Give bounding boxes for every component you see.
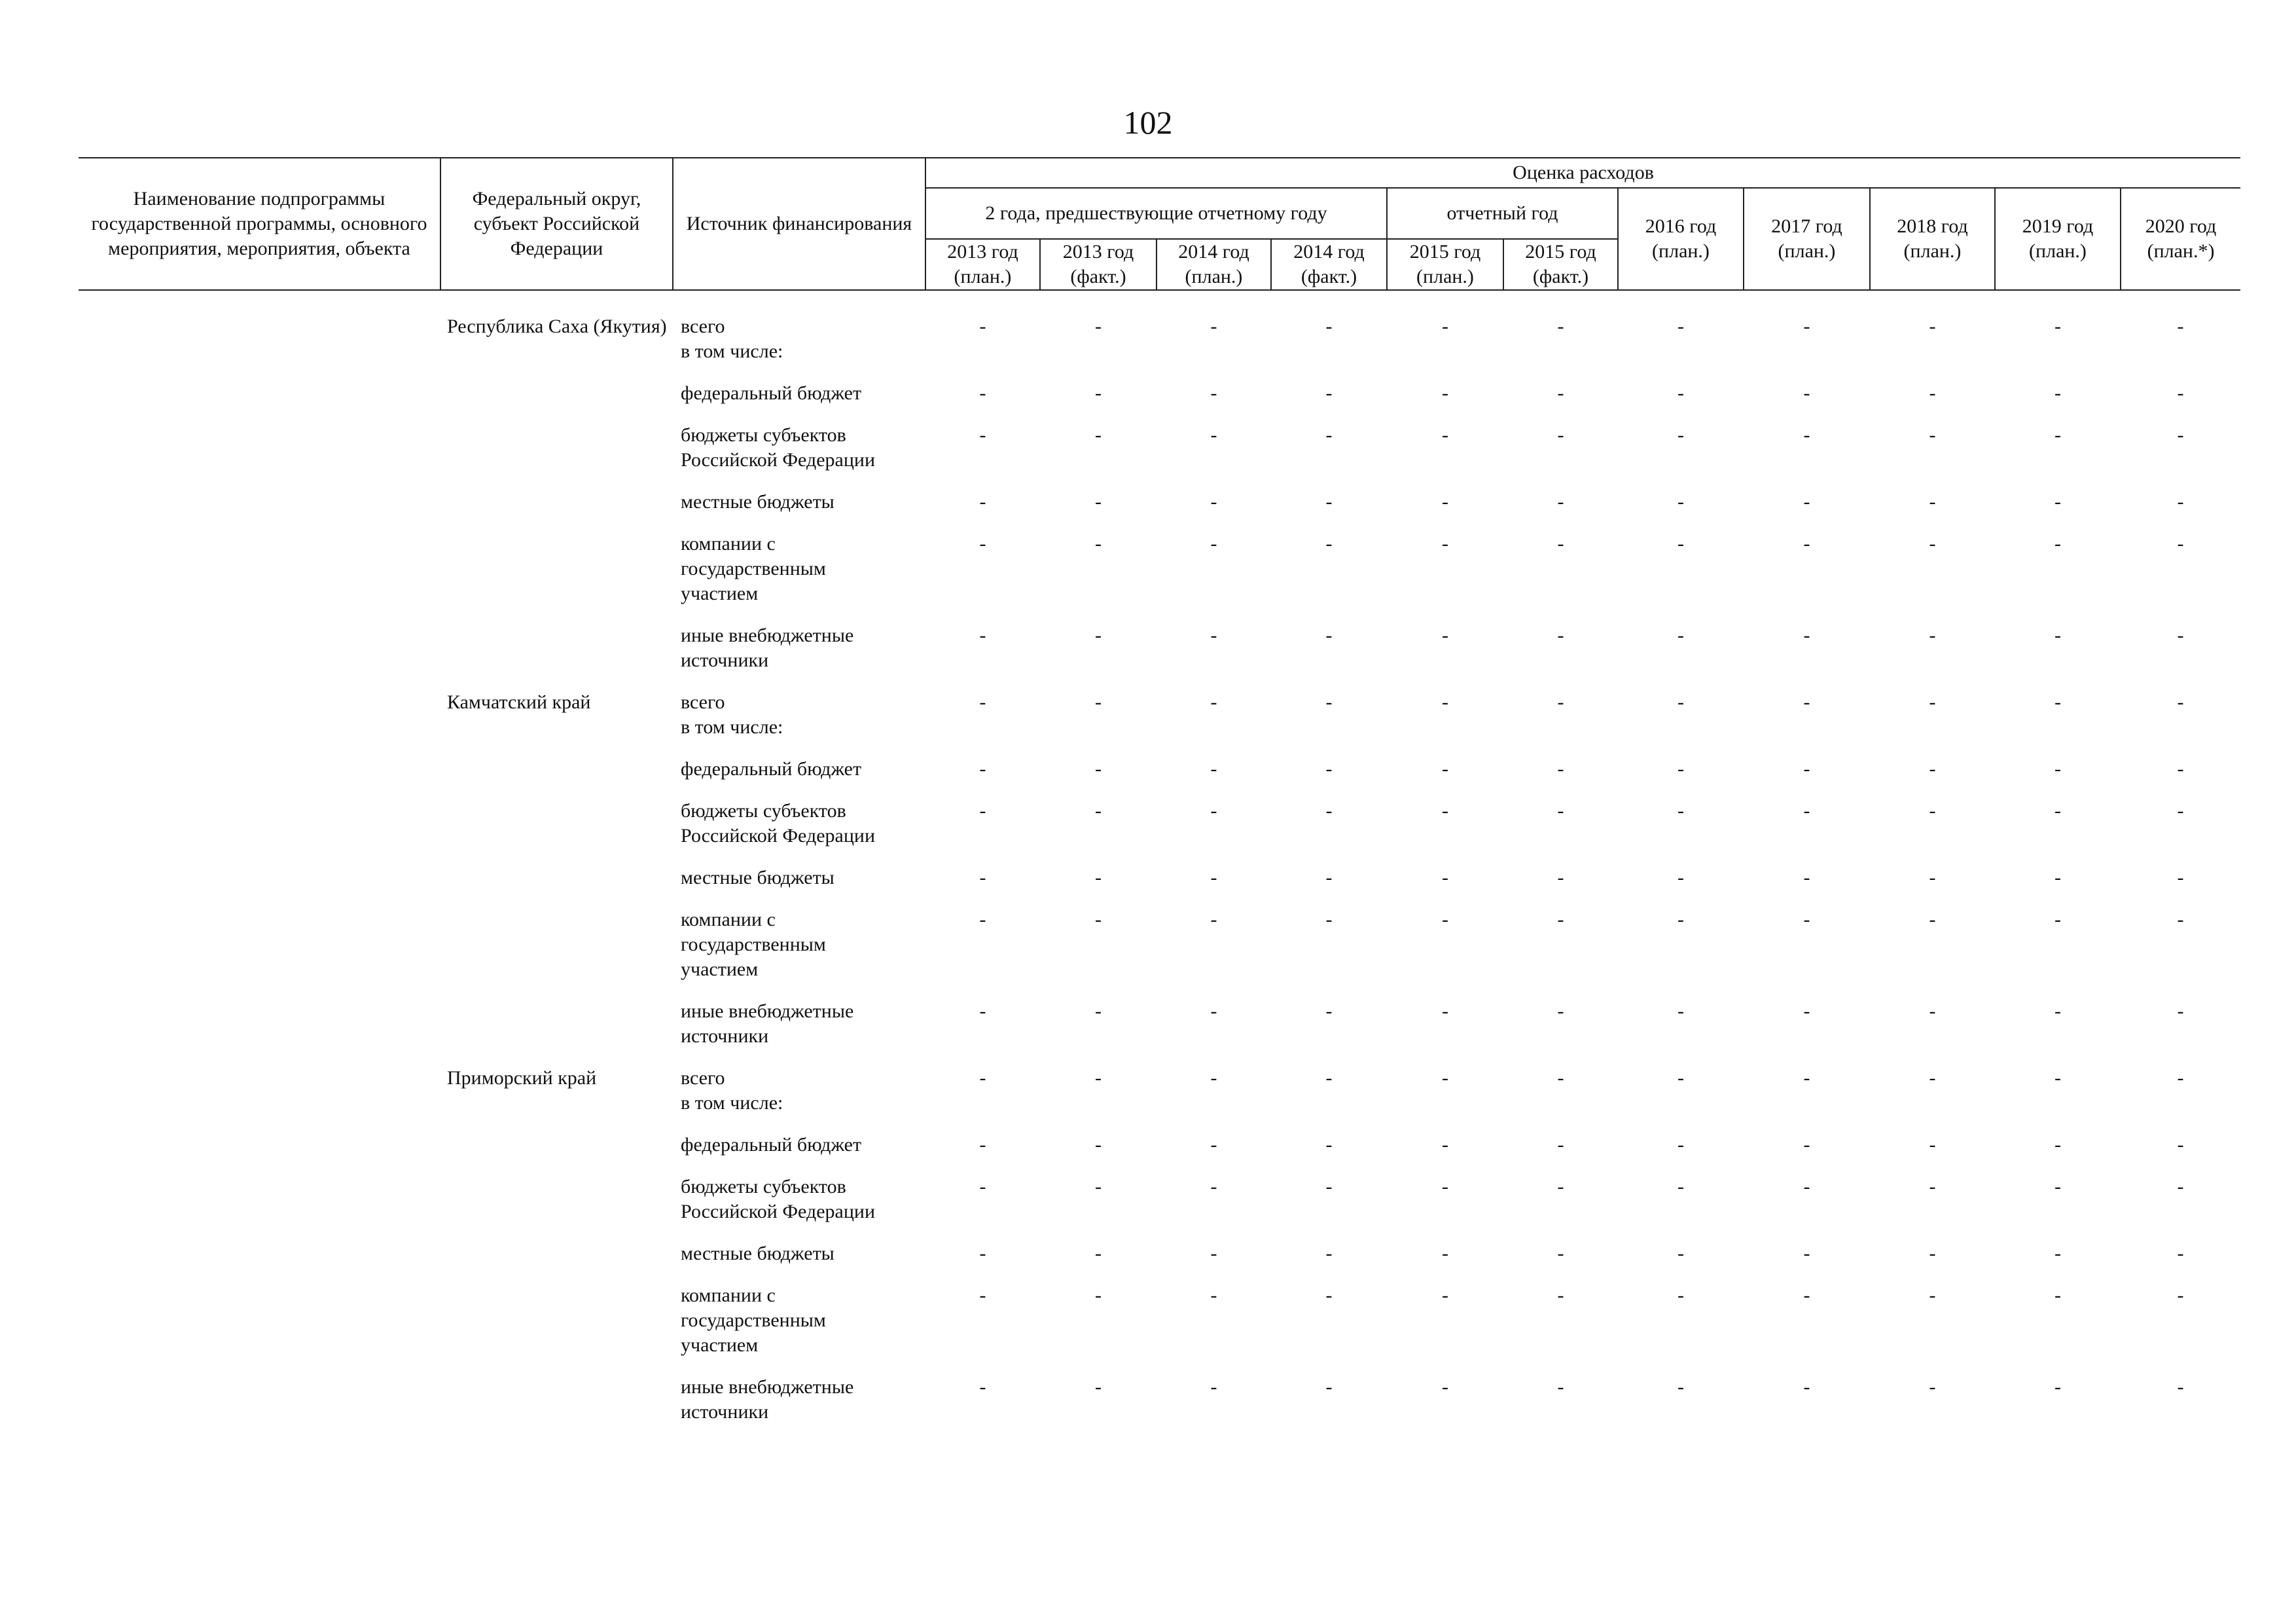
program-name-cell (79, 381, 440, 423)
table-row (79, 1283, 2240, 1375)
region-cell (440, 490, 673, 532)
value-cell: - (1325, 424, 1333, 446)
header-year-2020: 2020 год (план.*) (2121, 188, 2240, 290)
value-cell: - (2054, 1176, 2061, 1197)
table-row (79, 532, 2240, 623)
header-2015-plan: 2015 год (план.) (1387, 239, 1503, 290)
funding-source-cell: федеральный бюджет (681, 1134, 862, 1156)
value-cell: - (1210, 758, 1217, 780)
region-cell: Республика Саха (Якутия) (447, 316, 667, 337)
value-cell: - (1929, 1176, 1936, 1197)
value-cell: - (1442, 491, 1448, 513)
value-cell: - (1929, 1243, 1936, 1264)
value-cell: - (1803, 424, 1810, 446)
value-cell: - (1210, 1067, 1217, 1089)
value-cell: - (1803, 758, 1810, 780)
value-cell: - (979, 533, 986, 555)
value-cell: - (1803, 1067, 1810, 1089)
table-row (79, 623, 2240, 690)
value-cell: - (1929, 867, 1936, 888)
value-cell: - (2177, 758, 2184, 780)
value-cell: - (1210, 800, 1217, 822)
value-cell: - (1442, 625, 1448, 646)
header-source: Источник финансирования (673, 158, 925, 290)
value-cell: - (1210, 424, 1217, 446)
funding-source-cell: местные бюджеты (681, 491, 834, 513)
value-cell: - (1677, 625, 1684, 646)
value-cell: - (1210, 1000, 1217, 1022)
value-cell: - (1557, 424, 1564, 446)
value-cell: - (979, 1000, 986, 1022)
value-cell: - (1557, 1285, 1564, 1306)
value-cell: - (1803, 1285, 1810, 1306)
value-cell: - (1325, 316, 1333, 337)
value-cell: - (1442, 1376, 1448, 1398)
value-cell: - (979, 758, 986, 780)
value-cell: - (1677, 800, 1684, 822)
value-cell: - (1677, 1000, 1684, 1022)
value-cell: - (1929, 316, 1936, 337)
value-cell: - (1095, 491, 1102, 513)
header-2013-plan: 2013 год (план.) (925, 239, 1040, 290)
value-cell: - (1442, 1000, 1448, 1022)
value-cell: - (1095, 867, 1102, 888)
value-cell: - (2054, 491, 2061, 513)
value-cell: - (979, 491, 986, 513)
program-name-cell (79, 423, 440, 490)
program-name-cell (79, 999, 440, 1066)
value-cell: - (1442, 382, 1448, 404)
value-cell: - (1557, 1134, 1564, 1156)
value-cell: - (1442, 1243, 1448, 1264)
value-cell: - (1557, 316, 1564, 337)
value-cell: - (1929, 758, 1936, 780)
value-cell: - (1325, 1285, 1333, 1306)
funding-source-cell: компании с государственным участием (681, 533, 826, 604)
value-cell: - (1325, 909, 1333, 930)
value-cell: - (1095, 758, 1102, 780)
value-cell: - (1803, 491, 1810, 513)
header-2014-plan: 2014 год (план.) (1157, 239, 1271, 290)
program-name-cell (79, 1175, 440, 1241)
value-cell: - (1442, 1134, 1448, 1156)
value-cell: - (1095, 1176, 1102, 1197)
value-cell: - (1929, 1067, 1936, 1089)
value-cell: - (1210, 691, 1217, 713)
value-cell: - (1442, 316, 1448, 337)
funding-source-cell: федеральный бюджет (681, 382, 862, 404)
value-cell: - (1210, 382, 1217, 404)
table-row (79, 757, 2240, 799)
value-cell: - (1803, 316, 1810, 337)
program-name-cell (79, 907, 440, 999)
table-row (79, 1133, 2240, 1175)
value-cell: - (2177, 867, 2184, 888)
value-cell: - (2054, 1134, 2061, 1156)
table-row (79, 1066, 2240, 1133)
value-cell: - (1803, 1176, 1810, 1197)
program-name-cell (79, 314, 440, 381)
table-row (79, 690, 2240, 757)
value-cell: - (1803, 909, 1810, 930)
funding-source-cell: компании с государственным участием (681, 909, 826, 980)
value-cell: - (1095, 1000, 1102, 1022)
value-cell: - (1325, 1000, 1333, 1022)
value-cell: - (2177, 1067, 2184, 1089)
value-cell: - (979, 625, 986, 646)
value-cell: - (1442, 691, 1448, 713)
value-cell: - (1325, 758, 1333, 780)
program-name-cell (79, 1133, 440, 1175)
value-cell: - (1557, 1067, 1564, 1089)
value-cell: - (979, 800, 986, 822)
value-cell: - (1210, 491, 1217, 513)
value-cell: - (1442, 1176, 1448, 1197)
value-cell: - (1210, 1243, 1217, 1264)
value-cell: - (1677, 491, 1684, 513)
region-cell (440, 999, 673, 1066)
funding-source-cell: бюджеты субъектов Российской Федерации (681, 1176, 876, 1222)
value-cell: - (1677, 867, 1684, 888)
value-cell: - (1095, 691, 1102, 713)
program-name-cell (79, 799, 440, 866)
header-region: Федеральный округ, субъект Российской Федерации (440, 158, 673, 290)
value-cell: - (1677, 533, 1684, 555)
value-cell: - (1677, 1285, 1684, 1306)
value-cell: - (1325, 691, 1333, 713)
program-name-cell (79, 490, 440, 532)
value-cell: - (2177, 491, 2184, 513)
value-cell: - (1210, 316, 1217, 337)
value-cell: - (1442, 758, 1448, 780)
value-cell: - (1325, 1176, 1333, 1197)
value-cell: - (1095, 625, 1102, 646)
header-prev-years: 2 года, предшествующие отчетному году (925, 188, 1387, 239)
value-cell: - (2177, 316, 2184, 337)
value-cell: - (1929, 909, 1936, 930)
value-cell: - (979, 316, 986, 337)
value-cell: - (1803, 533, 1810, 555)
table-header (79, 158, 2240, 290)
value-cell: - (1557, 533, 1564, 555)
region-cell (440, 1375, 673, 1442)
value-cell: - (2054, 1067, 2061, 1089)
region-cell (440, 799, 673, 866)
table-row (79, 423, 2240, 490)
value-cell: - (2054, 691, 2061, 713)
value-cell: - (1803, 1376, 1810, 1398)
value-cell: - (1677, 1067, 1684, 1089)
value-cell: - (1677, 691, 1684, 713)
header-year-2016: 2016 год (план.) (1618, 188, 1744, 290)
budget-table (79, 157, 2240, 1442)
value-cell: - (1325, 491, 1333, 513)
value-cell: - (1557, 1000, 1564, 1022)
value-cell: - (979, 691, 986, 713)
region-cell (440, 1241, 673, 1283)
value-cell: - (2177, 1243, 2184, 1264)
value-cell: - (979, 1176, 986, 1197)
value-cell: - (1442, 533, 1448, 555)
value-cell: - (2177, 909, 2184, 930)
value-cell: - (1929, 800, 1936, 822)
value-cell: - (2054, 758, 2061, 780)
value-cell: - (1442, 424, 1448, 446)
table-row (79, 1175, 2240, 1241)
region-cell (440, 1283, 673, 1375)
value-cell: - (2177, 625, 2184, 646)
value-cell: - (2177, 533, 2184, 555)
value-cell: - (1677, 1176, 1684, 1197)
value-cell: - (2177, 691, 2184, 713)
value-cell: - (1929, 691, 1936, 713)
value-cell: - (2177, 1134, 2184, 1156)
header-report-year: отчетный год (1387, 188, 1618, 239)
table-row (79, 907, 2240, 999)
value-cell: - (1677, 758, 1684, 780)
value-cell: - (1929, 1376, 1936, 1398)
header-year-2018: 2018 год (план.) (1870, 188, 1995, 290)
program-name-cell (79, 1241, 440, 1283)
value-cell: - (1325, 1243, 1333, 1264)
table-row (79, 999, 2240, 1066)
funding-source-cell: иные внебюджетные источники (681, 1376, 854, 1423)
table-row (79, 1375, 2240, 1442)
value-cell: - (1929, 1000, 1936, 1022)
funding-source-cell: бюджеты субъектов Российской Федерации (681, 800, 876, 847)
table-body (79, 290, 2240, 1442)
value-cell: - (1325, 1067, 1333, 1089)
table-row (79, 490, 2240, 532)
value-cell: - (1557, 1243, 1564, 1264)
region-cell (440, 1133, 673, 1175)
value-cell: - (1803, 1000, 1810, 1022)
value-cell: - (1929, 382, 1936, 404)
value-cell: - (1210, 909, 1217, 930)
value-cell: - (1210, 625, 1217, 646)
region-cell (440, 866, 673, 907)
value-cell: - (1210, 1376, 1217, 1398)
program-name-cell (79, 623, 440, 690)
value-cell: - (1095, 382, 1102, 404)
value-cell: - (2054, 316, 2061, 337)
region-cell (440, 381, 673, 423)
value-cell: - (2177, 1176, 2184, 1197)
value-cell: - (1677, 909, 1684, 930)
value-cell: - (1095, 1376, 1102, 1398)
header-year-2019: 2019 год (план.) (1995, 188, 2121, 290)
funding-source-cell: федеральный бюджет (681, 758, 862, 780)
value-cell: - (2054, 800, 2061, 822)
region-cell (440, 423, 673, 490)
program-name-cell (79, 757, 440, 799)
value-cell: - (2054, 1000, 2061, 1022)
value-cell: - (2177, 382, 2184, 404)
value-cell: - (2054, 424, 2061, 446)
value-cell: - (1210, 1285, 1217, 1306)
value-cell: - (2054, 1285, 2061, 1306)
program-name-cell (79, 1283, 440, 1375)
value-cell: - (1095, 1243, 1102, 1264)
funding-source-cell: бюджеты субъектов Российской Федерации (681, 424, 876, 471)
funding-source-cell: всего в том числе: (681, 316, 783, 362)
header-year-2017: 2017 год (план.) (1744, 188, 1870, 290)
value-cell: - (1557, 691, 1564, 713)
value-cell: - (1677, 1376, 1684, 1398)
header-2014-fact: 2014 год (факт.) (1271, 239, 1387, 290)
value-cell: - (2054, 533, 2061, 555)
value-cell: - (979, 1243, 986, 1264)
funding-source-cell: всего в том числе: (681, 691, 783, 738)
value-cell: - (1677, 424, 1684, 446)
header-estimate: Оценка расходов (925, 158, 2240, 188)
value-cell: - (2054, 382, 2061, 404)
value-cell: - (979, 909, 986, 930)
value-cell: - (1325, 625, 1333, 646)
value-cell: - (979, 424, 986, 446)
value-cell: - (979, 382, 986, 404)
value-cell: - (1557, 800, 1564, 822)
value-cell: - (2177, 800, 2184, 822)
value-cell: - (2054, 867, 2061, 888)
funding-source-cell: местные бюджеты (681, 1243, 834, 1264)
value-cell: - (1929, 491, 1936, 513)
value-cell: - (2177, 1285, 2184, 1306)
program-name-cell (79, 532, 440, 623)
value-cell: - (979, 867, 986, 888)
value-cell: - (979, 1067, 986, 1089)
value-cell: - (1095, 1285, 1102, 1306)
table-row (79, 314, 2240, 381)
page-number: 102 (1123, 104, 1173, 141)
value-cell: - (1442, 800, 1448, 822)
table-row (79, 1241, 2240, 1283)
header-2015-fact: 2015 год (факт.) (1503, 239, 1618, 290)
value-cell: - (1803, 382, 1810, 404)
header-2013-fact: 2013 год (факт.) (1040, 239, 1157, 290)
value-cell: - (1677, 382, 1684, 404)
value-cell: - (1557, 1176, 1564, 1197)
value-cell: - (1803, 625, 1810, 646)
value-cell: - (979, 1285, 986, 1306)
value-cell: - (1803, 1134, 1810, 1156)
value-cell: - (1325, 1376, 1333, 1398)
value-cell: - (1677, 316, 1684, 337)
value-cell: - (1442, 909, 1448, 930)
value-cell: - (2054, 625, 2061, 646)
region-cell: Камчатский край (447, 691, 591, 713)
program-name-cell (79, 1375, 440, 1442)
budget-table-frame (79, 157, 2240, 1442)
region-cell: Приморский край (447, 1067, 597, 1089)
value-cell: - (1095, 1134, 1102, 1156)
value-cell: - (1095, 800, 1102, 822)
value-cell: - (2177, 424, 2184, 446)
value-cell: - (1095, 1067, 1102, 1089)
funding-source-cell: местные бюджеты (681, 867, 834, 888)
value-cell: - (1557, 1376, 1564, 1398)
value-cell: - (2177, 1000, 2184, 1022)
table-row (79, 381, 2240, 423)
region-cell (440, 757, 673, 799)
value-cell: - (1557, 491, 1564, 513)
value-cell: - (1095, 909, 1102, 930)
value-cell: - (1803, 1243, 1810, 1264)
value-cell: - (1677, 1134, 1684, 1156)
value-cell: - (1210, 867, 1217, 888)
funding-source-cell: иные внебюджетные источники (681, 625, 854, 671)
program-name-cell (79, 866, 440, 907)
funding-source-cell: всего в том числе: (681, 1067, 783, 1114)
value-cell: - (1803, 867, 1810, 888)
value-cell: - (1929, 533, 1936, 555)
value-cell: - (1929, 1285, 1936, 1306)
value-cell: - (1095, 316, 1102, 337)
value-cell: - (1095, 424, 1102, 446)
value-cell: - (979, 1134, 986, 1156)
table-row (79, 799, 2240, 866)
region-cell (440, 623, 673, 690)
header-name: Наименование подпрограммы государственной программы, основного мероприятия, мероприятия, объекта (79, 158, 440, 290)
region-cell (440, 532, 673, 623)
value-cell: - (1929, 1134, 1936, 1156)
value-cell: - (2054, 1376, 2061, 1398)
value-cell: - (1210, 533, 1217, 555)
value-cell: - (1095, 533, 1102, 555)
value-cell: - (1929, 424, 1936, 446)
value-cell: - (1557, 867, 1564, 888)
value-cell: - (1557, 625, 1564, 646)
value-cell: - (2054, 909, 2061, 930)
value-cell: - (1325, 800, 1333, 822)
value-cell: - (1803, 800, 1810, 822)
value-cell: - (1210, 1176, 1217, 1197)
value-cell: - (1677, 1243, 1684, 1264)
value-cell: - (1929, 625, 1936, 646)
value-cell: - (1325, 382, 1333, 404)
value-cell: - (1557, 909, 1564, 930)
region-cell (440, 1175, 673, 1241)
value-cell: - (1557, 758, 1564, 780)
funding-source-cell: компании с государственным участием (681, 1285, 826, 1356)
value-cell: - (1325, 1134, 1333, 1156)
value-cell: - (1442, 867, 1448, 888)
value-cell: - (1325, 533, 1333, 555)
value-cell: - (2054, 1243, 2061, 1264)
value-cell: - (1442, 1285, 1448, 1306)
value-cell: - (1210, 1134, 1217, 1156)
value-cell: - (2177, 1376, 2184, 1398)
funding-source-cell: иные внебюджетные источники (681, 1000, 854, 1047)
table-row (79, 866, 2240, 907)
value-cell: - (1557, 382, 1564, 404)
value-cell: - (1325, 867, 1333, 888)
value-cell: - (1803, 691, 1810, 713)
program-name-cell (79, 1066, 440, 1133)
program-name-cell (79, 690, 440, 757)
value-cell: - (979, 1376, 986, 1398)
region-cell (440, 907, 673, 999)
value-cell: - (1442, 1067, 1448, 1089)
